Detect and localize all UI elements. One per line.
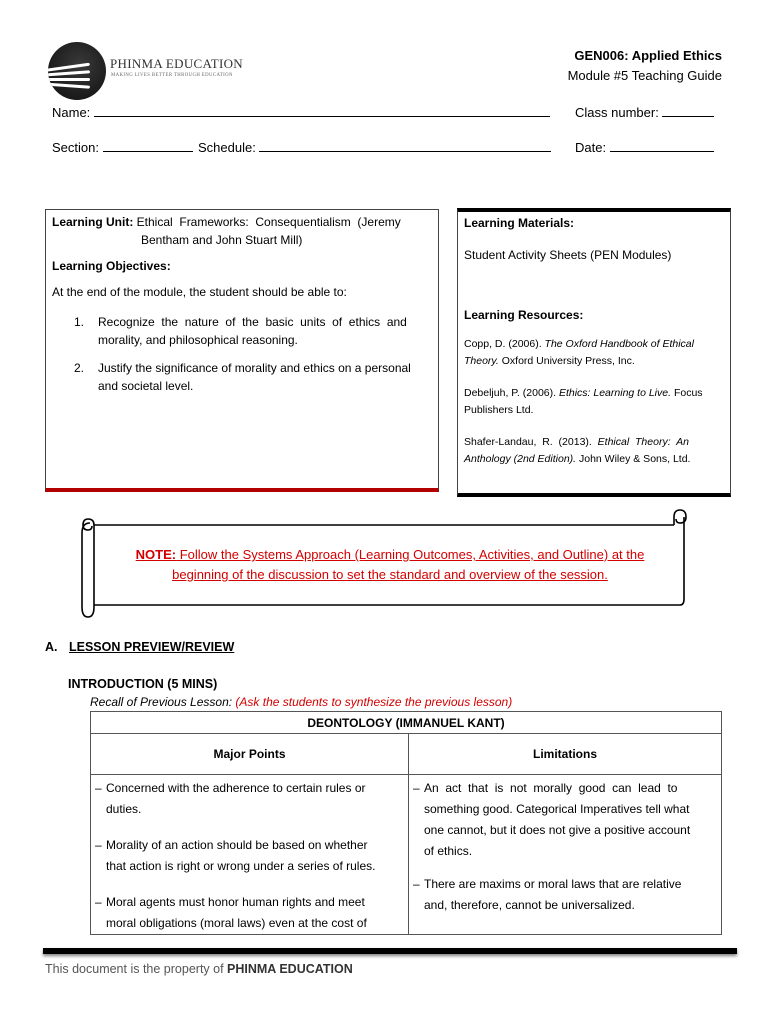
- resource-title: Ethics: Learning to Live.: [558, 387, 672, 399]
- list-item: – Concerned with the adherence to certain rules or duties.: [91, 778, 408, 820]
- column-header-limitations: Limitations: [409, 734, 722, 775]
- list-item-line: There are maxims or moral laws that are relative: [424, 877, 682, 891]
- recall-instruction: (Ask the students to synthesize the previous lesson): [235, 695, 513, 709]
- list-item: – Morality of an action should be based on whether that action is right or wrong under a series of rules.: [91, 835, 408, 877]
- learning-unit-label: Learning Unit:: [52, 215, 134, 229]
- class-number-line[interactable]: [662, 104, 714, 117]
- schedule-line[interactable]: [259, 139, 551, 152]
- note-line1: Follow the Systems Approach (Learning Outcomes, Activities, and Outline) at the: [176, 547, 645, 562]
- objective-text-line2: and societal level.: [98, 379, 194, 393]
- materials-label: Learning Materials:: [464, 216, 575, 230]
- resource-title-cont: Anthology (2nd Edition).: [464, 453, 577, 465]
- phinma-logo-icon: [48, 42, 106, 100]
- list-item: – There are maxims or moral laws that are relative and, therefore, cannot be universalized.: [409, 874, 721, 916]
- resource-publisher-cont: Publishers Ltd.: [464, 404, 534, 416]
- resource-item: [464, 385, 724, 419]
- resource-author: Copp, D. (2006).: [464, 338, 545, 350]
- major-points-cell: [91, 775, 409, 935]
- course-title: GEN006: Applied Ethics: [574, 48, 722, 63]
- class-number-label: Class number:: [575, 105, 659, 120]
- objective-number: 1.: [74, 315, 85, 329]
- objective-text-line1: Recognize the nature of the basic units of ethics and: [98, 315, 407, 329]
- resource-item: [464, 434, 724, 468]
- list-item-line: of ethics.: [424, 844, 473, 858]
- list-item: – Moral agents must honor human rights and meet moral obligations (moral laws) even at the cost of: [91, 892, 408, 934]
- footer-owner: PHINMA EDUCATION: [227, 962, 353, 976]
- note-line2: beginning of the discussion to set the standard and overview of the session.: [172, 567, 608, 582]
- section-title: LESSON PREVIEW/REVIEW: [68, 640, 235, 654]
- materials-text: Student Activity Sheets (PEN Modules): [464, 248, 672, 262]
- list-item-line: that action is right or wrong under a series of rules.: [106, 859, 376, 873]
- logo-tagline: MAKING LIVES BETTER THROUGH EDUCATION: [111, 73, 233, 78]
- resource-author: Debeljuh, P. (2006).: [464, 387, 559, 399]
- list-item-line: moral obligations (moral laws) even at the cost of: [106, 916, 367, 930]
- note-banner: [110, 545, 670, 585]
- list-item-line: Concerned with the adherence to certain rules or: [106, 781, 366, 795]
- list-item-line: and, therefore, cannot be universalized.: [424, 898, 635, 912]
- list-item: – An act that is not morally good can lead to something good. Categorical Imperatives tell what one cannot, but it does not give a positive account of ethics.: [409, 778, 721, 862]
- deontology-table: [90, 711, 722, 935]
- resource-publisher: Oxford University Press, Inc.: [498, 355, 635, 367]
- resource-title: The Oxford Handbook of Ethical: [544, 338, 694, 350]
- section-field[interactable]: [52, 139, 193, 155]
- objectives-label: Learning Objectives:: [52, 259, 171, 273]
- date-label: Date:: [575, 140, 607, 155]
- name-label: Name:: [52, 105, 91, 120]
- resource-item: [464, 336, 724, 370]
- resource-author: Shafer-Landau, R. (2013).: [464, 436, 598, 448]
- table-title: DEONTOLOGY (IMMANUEL KANT): [91, 712, 722, 734]
- limitations-cell: [409, 775, 722, 935]
- name-field[interactable]: [52, 104, 550, 120]
- objective-item: [52, 359, 434, 395]
- objective-item: [52, 313, 434, 349]
- note-label: NOTE:: [135, 547, 177, 562]
- section-letter: A.: [45, 640, 58, 654]
- objective-text-line2: morality, and philosophical reasoning.: [98, 333, 298, 347]
- column-header-major-points: Major Points: [91, 734, 409, 775]
- resource-title-cont: Theory.: [464, 355, 499, 367]
- learning-materials-box: [457, 208, 731, 497]
- section-label: Section:: [52, 140, 99, 155]
- name-line[interactable]: [94, 104, 550, 117]
- recall-line: [90, 695, 512, 709]
- resource-title: Ethical Theory: An: [597, 436, 689, 448]
- date-line[interactable]: [610, 139, 714, 152]
- list-item-line: duties.: [106, 802, 142, 816]
- footer-text: [45, 962, 353, 976]
- list-item-line: Morality of an action should be based on whether: [106, 838, 368, 852]
- resource-publisher: John Wiley & Sons, Ltd.: [576, 453, 691, 465]
- footer-prefix: This document is the property of: [45, 962, 228, 976]
- recall-label: Recall of Previous Lesson:: [90, 695, 236, 709]
- learning-unit: [52, 213, 434, 231]
- logo-name: PHINMA EDUCATION: [110, 56, 243, 71]
- learning-unit-line1: Ethical Frameworks: Consequentialism (Jeremy: [136, 215, 401, 229]
- objective-text-line1: Justify the significance of morality and ethics on a personal: [98, 361, 411, 375]
- learning-unit-line2: Bentham and John Stuart Mill): [141, 233, 303, 247]
- objective-number: 2.: [74, 361, 85, 375]
- class-number-field[interactable]: [575, 104, 714, 120]
- introduction-title: INTRODUCTION (5 MINS): [68, 677, 218, 691]
- footer-divider: [43, 948, 737, 954]
- resources-label: Learning Resources:: [464, 308, 584, 322]
- date-field[interactable]: [575, 139, 714, 155]
- list-item-line: one cannot, but it does not give a positive account: [424, 823, 691, 837]
- learning-unit-box: [45, 209, 439, 492]
- module-title: Module #5 Teaching Guide: [567, 68, 722, 83]
- section-heading: [45, 640, 234, 654]
- section-line[interactable]: [103, 139, 193, 152]
- resource-publisher: Focus: [671, 387, 703, 399]
- schedule-label: Schedule:: [198, 140, 256, 155]
- objectives-intro: At the end of the module, the student should be able to:: [52, 285, 347, 299]
- list-item-line: something good. Categorical Imperatives tell what: [424, 802, 690, 816]
- schedule-field[interactable]: [198, 139, 551, 155]
- list-item-line: An act that is not morally good can lead to: [424, 781, 678, 795]
- list-item-line: Moral agents must honor human rights and meet: [106, 895, 365, 909]
